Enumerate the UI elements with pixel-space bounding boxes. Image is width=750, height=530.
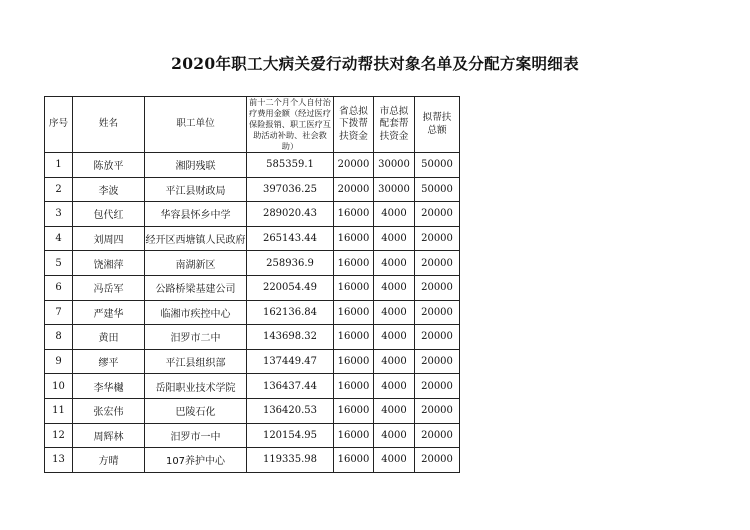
cell-city: 4000 [374,398,415,423]
cell-total: 20000 [415,202,460,227]
cell-name: 周辉林 [73,423,145,448]
cell-province: 16000 [334,448,374,473]
cell-cost: 136420.53 [247,398,334,423]
cell-seq: 13 [45,448,73,473]
cell-cost: 136437.44 [247,374,334,399]
cell-unit: 公路桥梁基建公司 [145,275,247,300]
cell-cost: 585359.1 [247,153,334,178]
cell-province: 16000 [334,423,374,448]
cell-province: 16000 [334,349,374,374]
cell-seq: 6 [45,275,73,300]
table-row [45,423,460,448]
cell-name: 刘周四 [73,226,145,251]
cell-seq: 5 [45,251,73,276]
table-row [45,349,460,374]
cell-province: 16000 [334,398,374,423]
cell-province: 20000 [334,177,374,202]
cell-seq: 2 [45,177,73,202]
table-row [45,202,460,227]
cell-cost: 162136.84 [247,300,334,325]
page-title: 2020年职工大病关爱行动帮扶对象名单及分配方案明细表 [171,54,579,73]
table-row [45,226,460,251]
cell-province: 16000 [334,325,374,350]
cell-cost: 265143.44 [247,226,334,251]
cell-total: 50000 [415,153,460,178]
table-header [45,97,460,153]
cell-city: 4000 [374,300,415,325]
cell-total: 20000 [415,398,460,423]
table-row [45,300,460,325]
cell-seq: 1 [45,153,73,178]
cell-province: 16000 [334,374,374,399]
cell-cost: 119335.98 [247,448,334,473]
header-cost: 前十二个月个人自付治疗费用金额（经过医疗保险报销、职工医疗互助活动补助、社会救助） [247,97,334,153]
cell-total: 20000 [415,300,460,325]
header-province: 省总拟下拨帮扶资金 [334,97,374,153]
cell-province: 16000 [334,226,374,251]
table-row [45,153,460,178]
cell-cost: 397036.25 [247,177,334,202]
cell-name: 李华樾 [73,374,145,399]
cell-total: 20000 [415,423,460,448]
table-row [45,251,460,276]
cell-province: 16000 [334,300,374,325]
cell-cost: 258936.9 [247,251,334,276]
cell-unit: 临湘市疾控中心 [145,300,247,325]
cell-name: 李波 [73,177,145,202]
cell-city: 4000 [374,448,415,473]
cell-cost: 137449.47 [247,349,334,374]
cell-city: 4000 [374,275,415,300]
cell-total: 20000 [415,325,460,350]
cell-seq: 7 [45,300,73,325]
header-row [45,97,460,153]
cell-cost: 289020.43 [247,202,334,227]
header-unit: 职工单位 [145,97,247,153]
cell-name: 包代红 [73,202,145,227]
header-city: 市总拟配套帮扶资金 [374,97,415,153]
cell-city: 4000 [374,423,415,448]
cell-name: 严建华 [73,300,145,325]
header-name: 姓名 [73,97,145,153]
cell-unit: 107养护中心 [145,448,247,473]
cell-unit: 巴陵石化 [145,398,247,423]
table-row [45,275,460,300]
cell-unit: 华容县怀乡中学 [145,202,247,227]
cell-city: 30000 [374,177,415,202]
cell-seq: 9 [45,349,73,374]
table-body [45,153,460,473]
cell-unit: 汨罗市一中 [145,423,247,448]
cell-total: 20000 [415,349,460,374]
cell-city: 4000 [374,374,415,399]
table-row [45,325,460,350]
cell-total: 20000 [415,275,460,300]
cell-name: 黄田 [73,325,145,350]
cell-seq: 12 [45,423,73,448]
cell-province: 16000 [334,275,374,300]
header-seq: 序号 [45,97,73,153]
cell-seq: 3 [45,202,73,227]
cell-unit: 南湖新区 [145,251,247,276]
cell-cost: 220054.49 [247,275,334,300]
cell-city: 4000 [374,226,415,251]
cell-name: 冯岳军 [73,275,145,300]
table-row [45,448,460,473]
cell-seq: 10 [45,374,73,399]
table-row [45,177,460,202]
cell-city: 4000 [374,325,415,350]
cell-unit: 平江县组织部 [145,349,247,374]
cell-unit: 岳阳职业技术学院 [145,374,247,399]
cell-seq: 11 [45,398,73,423]
cell-unit: 经开区西塘镇人民政府 [145,226,247,251]
cell-cost: 120154.95 [247,423,334,448]
cell-city: 30000 [374,153,415,178]
cell-city: 4000 [374,251,415,276]
cell-total: 50000 [415,177,460,202]
cell-name: 饶湘萍 [73,251,145,276]
cell-seq: 8 [45,325,73,350]
table-row [45,374,460,399]
cell-unit: 汨罗市二中 [145,325,247,350]
header-total: 拟帮扶总额 [415,97,460,153]
cell-total: 20000 [415,226,460,251]
cell-seq: 4 [45,226,73,251]
cell-total: 20000 [415,448,460,473]
cell-cost: 143698.32 [247,325,334,350]
cell-name: 缪平 [73,349,145,374]
cell-city: 4000 [374,349,415,374]
cell-city: 4000 [374,202,415,227]
cell-province: 20000 [334,153,374,178]
cell-name: 张宏伟 [73,398,145,423]
cell-name: 方晴 [73,448,145,473]
cell-province: 16000 [334,202,374,227]
cell-total: 20000 [415,251,460,276]
cell-province: 16000 [334,251,374,276]
cell-name: 陈放平 [73,153,145,178]
cell-total: 20000 [415,374,460,399]
allocation-table [44,96,460,473]
table-row [45,398,460,423]
cell-unit: 平江县财政局 [145,177,247,202]
cell-unit: 湘阴残联 [145,153,247,178]
